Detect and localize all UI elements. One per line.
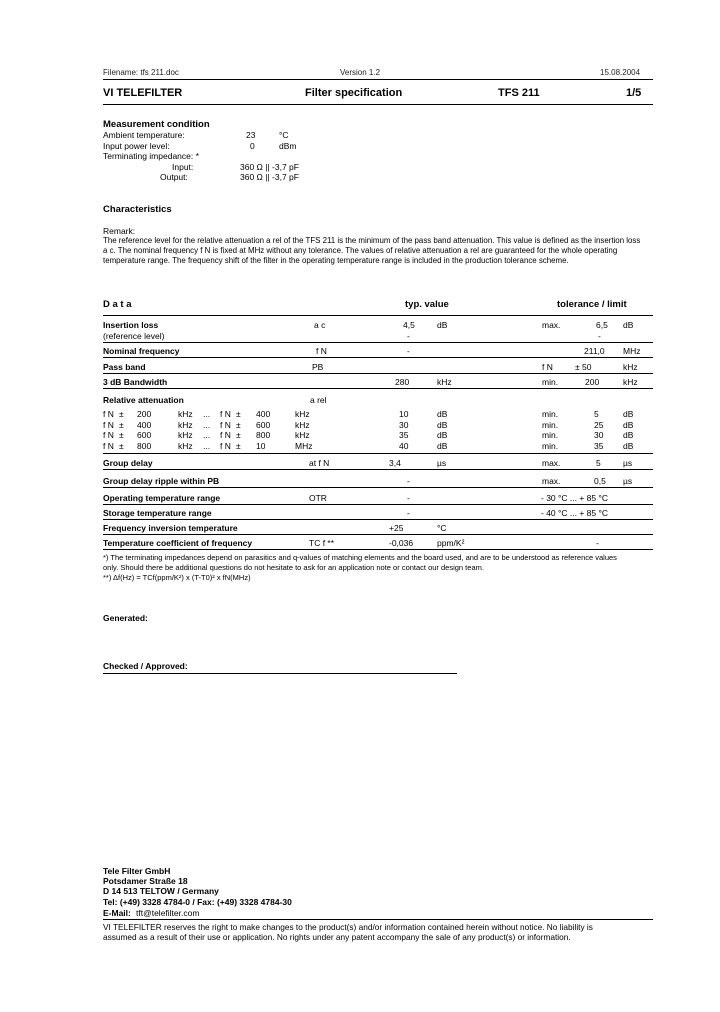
rel-att-pm-b: ± [236, 430, 241, 440]
rel-att-val-b: 600 [256, 419, 271, 430]
remark-line-1: The reference level for the relative attenuation a rel of the TFS 211 is the minimum of the pass band attenuation. This value is defined as the insertion loss [103, 236, 641, 245]
address-company: Tele Filter GmbH [103, 866, 171, 876]
input-label: Input: [172, 162, 194, 172]
rel-att-typ-unit: dB [437, 440, 448, 451]
rel-att-freq-a: f N [103, 409, 114, 419]
rel-att-pm-b: ± [236, 409, 241, 419]
disclaimer-2: assumed as a result of their use or application. No rights under any patent accompany the sale of any product(s) or information. [103, 932, 571, 942]
spec-row-lim-range: - 40 °C ... + 85 °C [541, 508, 609, 518]
spec-row-lim-type: max. [542, 458, 561, 468]
table-header-divider [103, 315, 653, 316]
spec-row-label: Group delay [103, 458, 153, 468]
rel-att-freq-b: f N [220, 409, 231, 419]
nominal-frequency-label: Nominal frequency [103, 346, 180, 356]
rel-att-dots: ... [203, 419, 211, 430]
rel-att-typ: 10 [399, 409, 409, 419]
checked-label: Checked / Approved: [103, 661, 188, 671]
rel-att-unit-b: kHz [295, 419, 310, 430]
rel-att-freq-a: f N [103, 440, 114, 451]
address-street: Potsdamer Straße 18 [103, 876, 188, 886]
spec-row-sym: at f N [309, 458, 330, 468]
rel-att-lim-unit: dB [623, 430, 634, 440]
rel-att-dots: ... [203, 440, 211, 451]
rel-att-freq-b: f N [220, 430, 231, 440]
rel-att-lim-val: 5 [594, 409, 599, 419]
insertion-loss-label: Insertion loss [103, 320, 159, 330]
pass-band-lim-type: f N [542, 362, 553, 372]
address-phone: Tel: (+49) 3328 4784-0 / Fax: (+49) 3328 4784-30 [103, 897, 292, 907]
footnote-1: *) The terminating impedances depend on parasitics and q-values of matching elements and the board used, and are to be understood as reference values [103, 553, 617, 562]
power-unit: dBm [279, 141, 297, 151]
rel-att-val-b: 400 [256, 409, 271, 419]
insertion-loss-lim-val: 6,5 [596, 320, 608, 330]
rel-att-pm-a: ± [119, 440, 124, 451]
spec-row-typ-unit: °C [437, 523, 447, 533]
rel-att-lim-type: min. [542, 440, 559, 451]
col-data: D a t a [103, 299, 132, 310]
power-label: Input power level: [103, 141, 170, 151]
address-email-label: E-Mail: [103, 908, 131, 918]
company-name: VI TELEFILTER [103, 87, 183, 99]
generated-label: Generated: [103, 613, 148, 623]
rel-att-pm-b: ± [236, 440, 241, 451]
rel-att-typ-unit: dB [437, 419, 448, 430]
rel-att-unit-b: kHz [295, 430, 310, 440]
rel-att-typ: 35 [399, 430, 409, 440]
insertion-loss-sym: a c [314, 320, 326, 330]
date: 15.08.2004 [600, 68, 641, 77]
spec-row-sym: TC f ** [309, 538, 335, 548]
spec-row-label: Operating temperature range [103, 493, 221, 503]
col-tolerance: tolerance / limit [557, 299, 627, 310]
nominal-frequency-lim-val: 211,0 [584, 346, 605, 356]
insertion-loss-sub-typ: - [407, 331, 410, 341]
insertion-loss-lim-type: max. [542, 320, 561, 330]
rel-att-unit-b: kHz [295, 409, 310, 419]
rel-att-pm-b: ± [236, 419, 241, 430]
insertion-loss-sub: (reference level) [103, 331, 165, 341]
row-divider [103, 357, 653, 358]
ambient-value: 23 [246, 130, 256, 140]
pass-band-lim-val: ± 50 [575, 362, 592, 372]
output-label: Output: [160, 172, 188, 182]
rel-att-lim-type: min. [542, 430, 559, 440]
rel-att-freq-a: f N [103, 430, 114, 440]
spec-row-label: Storage temperature range [103, 508, 212, 518]
rel-att-typ: 40 [399, 440, 409, 451]
rel-att-unit-a: kHz [178, 419, 193, 430]
relative-attenuation-sym: a rel [310, 395, 327, 405]
rel-att-unit-a: kHz [178, 430, 193, 440]
row-divider [103, 453, 653, 454]
rel-att-typ-unit: dB [437, 430, 448, 440]
remark-line-3: temperature range. The frequency shift of the filter in the operating temperature range is included in the production tolerance scheme. [103, 256, 569, 265]
spec-row-typ-unit: µs [437, 458, 447, 468]
remark-line-2: a c. The nominal frequency f N is fixed at MHz without any tolerance. The values of relative attenuation a rel are guaranteed for the whole operating [103, 246, 618, 255]
ambient-label: Ambient temperature: [103, 130, 185, 140]
rel-att-pm-a: ± [119, 419, 124, 430]
spec-row-typ: +25 [389, 523, 404, 533]
spec-row-typ: - [407, 493, 410, 503]
row-divider [103, 388, 653, 389]
doc-type: Filter specification [305, 87, 403, 99]
rel-att-val-a: 600 [137, 430, 152, 440]
address-city: D 14 513 TELTOW / Germany [103, 886, 219, 896]
insertion-loss-sub-lim: - [598, 331, 601, 341]
spec-row-lim-val: 5 [596, 458, 601, 468]
pass-band-lim-unit: kHz [623, 362, 638, 372]
rel-att-dots: ... [203, 409, 211, 419]
impedance-label: Terminating impedance: * [103, 151, 199, 161]
row-divider [103, 373, 653, 374]
row-divider [103, 519, 653, 520]
rel-att-lim-type: min. [542, 409, 559, 419]
rel-att-lim-val: 35 [594, 440, 604, 451]
output-value: 360 Ω || -3,7 pF [240, 172, 299, 182]
rel-att-freq-a: f N [103, 419, 114, 430]
insertion-loss-typ-unit: dB [437, 320, 448, 330]
nominal-frequency-sym: f N [316, 346, 327, 356]
nominal-frequency-typ: - [407, 346, 410, 356]
rel-att-lim-unit: dB [623, 440, 634, 451]
signature-line [103, 673, 457, 674]
email-link[interactable]: tft@telefilter.com [136, 908, 200, 918]
rel-att-unit-a: kHz [178, 440, 193, 451]
input-value: 360 Ω || -3,7 pF [240, 162, 299, 172]
pass-band-sym: PB [312, 362, 324, 372]
rel-att-lim-val: 30 [594, 430, 604, 440]
measurement-title: Measurement condition [103, 119, 210, 130]
spec-row-lim-unit: µs [623, 458, 633, 468]
spec-row-label: Frequency inversion temperature [103, 523, 238, 533]
rel-att-dots: ... [203, 430, 211, 440]
rel-att-unit-b: MHz [295, 440, 313, 451]
rel-att-typ: 30 [399, 419, 409, 430]
bandwidth-typ: 280 [395, 377, 410, 387]
rel-att-val-a: 800 [137, 440, 152, 451]
rel-att-lim-unit: dB [623, 419, 634, 430]
spec-row-lim-unit: µs [623, 476, 633, 486]
spec-row-typ-unit: ppm/K² [437, 538, 465, 548]
relative-attenuation-label: Relative attenuation [103, 395, 184, 405]
disclaimer-1: VI TELEFILTER reserves the right to make changes to the product(s) and/or information contained herein without notice. No liability is [103, 922, 593, 932]
rel-att-val-a: 400 [137, 419, 152, 430]
spec-row-typ: - [407, 508, 410, 518]
spec-row-typ: -0,036 [389, 538, 414, 548]
remark-title: Remark: [103, 226, 136, 236]
row-divider [103, 504, 653, 505]
rel-att-freq-b: f N [220, 440, 231, 451]
rel-att-pm-a: ± [119, 409, 124, 419]
power-value: 0 [250, 141, 255, 151]
bandwidth-lim-unit: kHz [623, 377, 638, 387]
rel-att-typ-unit: dB [437, 409, 448, 419]
page-number: 1/5 [626, 87, 642, 99]
bandwidth-label: 3 dB Bandwidth [103, 377, 168, 387]
spec-row-typ: 3,4 [389, 458, 401, 468]
spec-row-lim-range: - [596, 538, 599, 548]
spec-row-sym: OTR [309, 493, 327, 503]
rel-att-val-a: 200 [137, 409, 152, 419]
footer-divider [103, 919, 653, 920]
spec-row-label: Group delay ripple within PB [103, 476, 220, 486]
ambient-unit: °C [279, 130, 289, 140]
filename: Filename: tfs 211.doc [103, 68, 179, 77]
insertion-loss-lim-unit: dB [623, 320, 634, 330]
spec-row-lim-type: max. [542, 476, 561, 486]
insertion-loss-typ: 4,5 [403, 320, 415, 330]
row-divider [103, 549, 653, 550]
product-name: TFS 211 [498, 87, 540, 99]
row-divider [103, 469, 653, 470]
bandwidth-lim-val: 200 [585, 377, 600, 387]
rel-att-lim-type: min. [542, 419, 559, 430]
rel-att-val-b: 10 [256, 440, 266, 451]
bandwidth-lim-type: min. [542, 377, 559, 387]
pass-band-label: Pass band [103, 362, 146, 372]
footnote-2: only. Should there be additional questions do not hesitate to ask for an application note or contact our design team. [103, 563, 484, 572]
rel-att-pm-a: ± [119, 430, 124, 440]
spec-row-lim-val: 0,5 [594, 476, 606, 486]
version: Version 1.2 [340, 68, 381, 77]
row-divider [103, 342, 653, 343]
bandwidth-typ-unit: kHz [437, 377, 452, 387]
col-typ: typ. value [405, 299, 449, 310]
rel-att-val-b: 800 [256, 430, 271, 440]
rel-att-lim-val: 25 [594, 419, 604, 430]
spec-row-typ: - [407, 476, 410, 486]
spec-row-label: Temperature coefficient of frequency [103, 538, 253, 548]
row-divider [103, 487, 653, 488]
rel-att-unit-a: kHz [178, 409, 193, 419]
top-divider [103, 79, 653, 80]
header-divider [103, 104, 653, 105]
characteristics-title: Characteristics [103, 204, 172, 215]
nominal-frequency-lim-unit: MHz [623, 346, 641, 356]
spec-row-lim-range: - 30 °C ... + 85 °C [541, 493, 609, 503]
footnote-3: **) Δf(Hz) = TCf(ppm/K²) x (T-T0)² x fN(MHz) [103, 573, 251, 582]
rel-att-freq-b: f N [220, 419, 231, 430]
row-divider [103, 534, 653, 535]
rel-att-lim-unit: dB [623, 409, 634, 419]
